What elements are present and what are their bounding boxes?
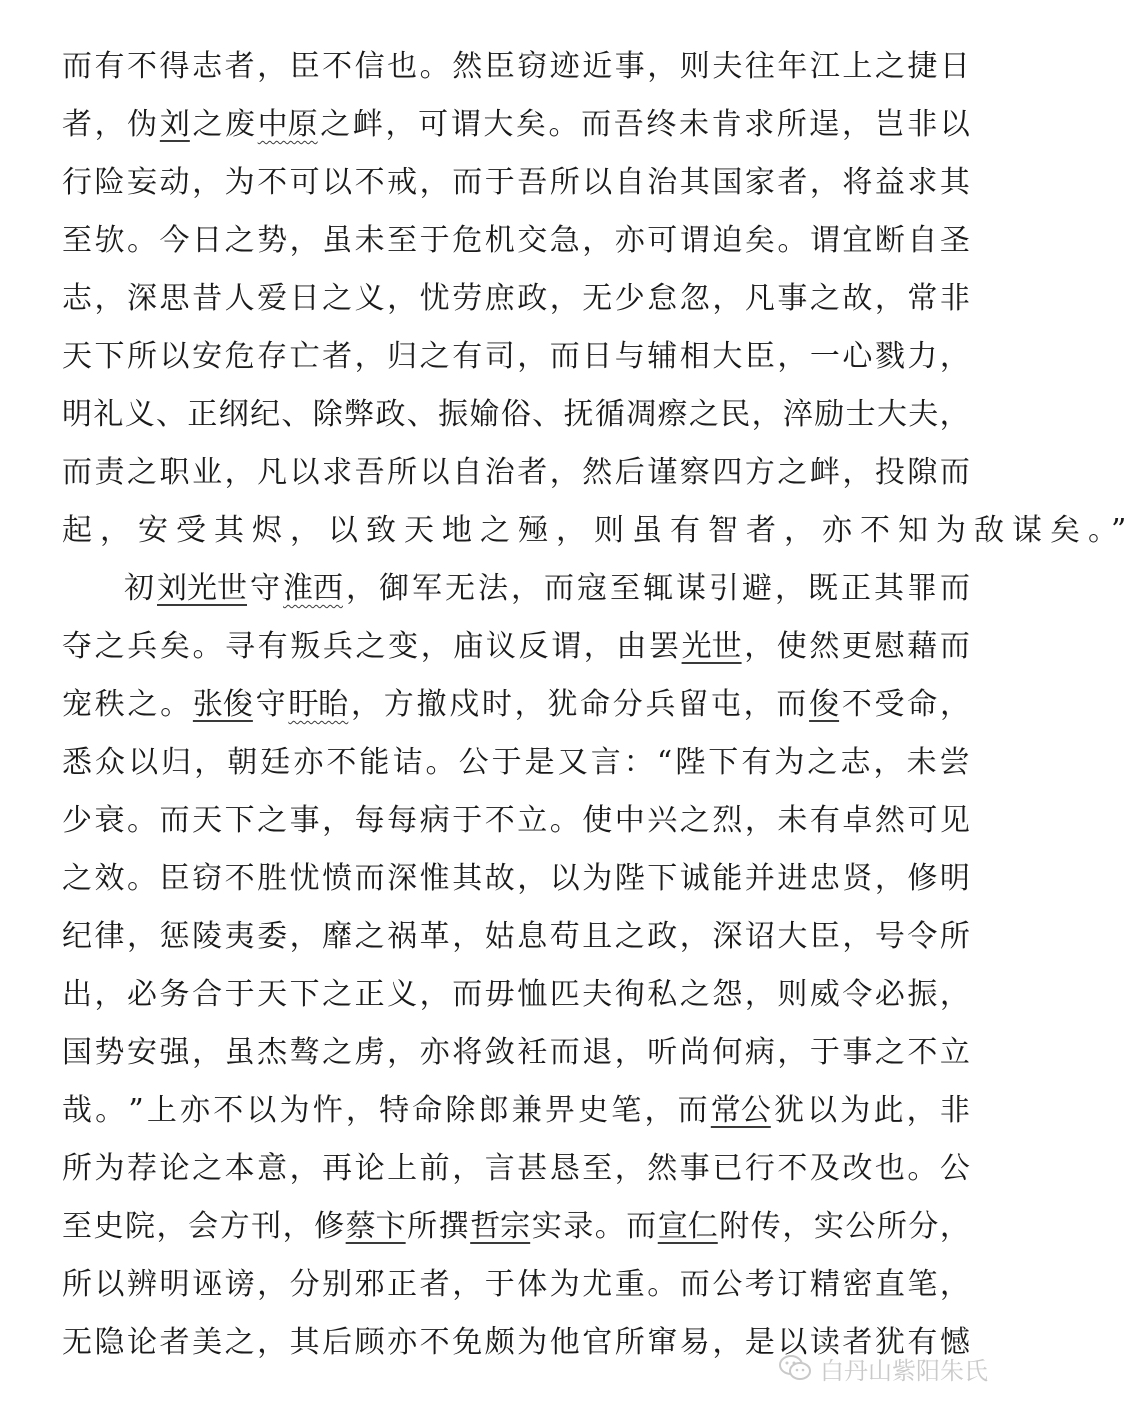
text-line: 所 为 荐 论 之 本 意 ， 再 论 上 前 ， 言 甚 恳 至 ， 然 事 已 行 不 及 改 也 。 公 (62, 1151, 970, 1186)
text-line: 国 势 安 强 ， 虽 杰 骜 之 虏 ， 亦 将 敛 衽 而 退 ， 听 尚 何 病 ， 于 事 之 不 立 (62, 1035, 970, 1070)
text-line: 悉 众 以 归 ， 朝 廷 亦 不 能 诘 。 公 于 是 又 言 ： “ 陛 下 有 为 之 志 ， 未 尝 (62, 745, 970, 780)
watermark (778, 1350, 988, 1386)
text-line: 出 ， 必 务 合 于 天 下 之 正 义 ， 而 毋 恤 匹 夫 徇 私 之 怨 ， 则 威 令 必 振 ， (62, 977, 970, 1012)
text-line: 天 下 所 以 安 危 存 亡 者 ， 归 之 有 司 ， 而 日 与 辅 相 大 臣 ， 一 心 戮 力 ， (62, 339, 970, 374)
place-name: 中原 (257, 107, 318, 142)
person-name: 宣仁 (657, 1209, 718, 1244)
text-line: 至 史 院 ， 会 方 刊 ， 修 蔡卞 所 撰 哲宗 实 录 。 而 宣仁 附 传 ， 实 公 所 分 ， (62, 1198, 970, 1256)
text-line: 初 刘光世 守 淮西 ， 御 军 无 法 ， 而 寇 至 辄 谋 引 避 ， 既 正 其 罪 而 (62, 560, 970, 618)
person-name: 光世 (681, 629, 742, 664)
person-name: 张俊 (192, 687, 253, 722)
person-name: 常公 (710, 1093, 771, 1128)
watermark-text: 白丹山紫阳朱氏 (820, 1356, 988, 1385)
text-line: 哉 。 ” 上 亦 不 以 为 忤 ， 特 命 除 郎 兼 畀 史 笔 ， 而 常公 犹 以 为 此 ， 非 (62, 1082, 970, 1140)
person-name: 刘光世 (157, 571, 247, 606)
text-line: 至 欤 。 今 日 之 势 ， 虽 未 至 于 危 机 交 急 ， 亦 可 谓 迫 矣 。 谓 宜 断 自 圣 (62, 223, 970, 258)
text-line: 夺 之 兵 矣 。 寻 有 叛 兵 之 变 ， 庙 议 反 谓 ， 由 罢 光世 ， 使 然 更 慰 藉 而 (62, 618, 970, 676)
person-name: 蔡卞 (345, 1209, 406, 1244)
text-line: 者 ， 伪 刘 之 废 中原 之 衅 ， 可 谓 大 矣 。 而 吾 终 未 肯 求 所 逞 ， 岂 非 以 (62, 96, 970, 154)
person-name: 哲宗 (470, 1209, 531, 1244)
text-line: 行 险 妄 动 ， 为 不 可 以 不 戒 ， 而 于 吾 所 以 自 治 其 国 家 者 ， 将 益 求 其 (62, 165, 970, 200)
text-line: 宠 秩 之 。 张俊 守 盱眙 ， 方 撤 戍 时 ， 犹 命 分 兵 留 屯 ， 而 俊 不 受 命 ， (62, 676, 970, 734)
place-name: 淮西 (283, 571, 343, 606)
text-line: 所 以 辨 明 诬 谤 ， 分 别 邪 正 者 ， 于 体 为 尤 重 。 而 公 考 订 精 密 直 笔 ， (62, 1267, 970, 1302)
text-run: 起，安受其烬，以致天地之殛，则虽有智者，亦不知为敌谋矣。” (62, 513, 1134, 548)
wechat-icon (778, 1353, 812, 1383)
text-line (62, 502, 1134, 560)
text-line: 少 衰 。 而 天 下 之 事 ， 每 每 病 于 不 立 。 使 中 兴 之 烈 ， 未 有 卓 然 可 见 (62, 803, 970, 838)
text-line: 无 隐 论 者 美 之 ， 其 后 顾 亦 不 免 颇 为 他 官 所 窜 易 ， 是 以 读 者 犹 有 憾 (62, 1325, 970, 1360)
text-line: 之 效 。 臣 窃 不 胜 忧 愤 而 深 惟 其 故 ， 以 为 陛 下 诚 能 并 进 忠 贤 ， 修 明 (62, 861, 970, 896)
text-line: 而 责 之 职 业 ， 凡 以 求 吾 所 以 自 治 者 ， 然 后 谨 察 四 方 之 衅 ， 投 隙 而 (62, 455, 970, 490)
person-name: 刘 (159, 107, 190, 142)
text-line: 而 有 不 得 志 者 ， 臣 不 信 也 。 然 臣 窃 迹 近 事 ， 则 夫 往 年 江 上 之 捷 日 (62, 49, 970, 84)
text-line: 纪 律 ， 惩 陵 夷 委 ， 靡 之 祸 革 ， 姑 息 苟 且 之 政 ， 深 诏 大 臣 ， 号 令 所 (62, 919, 970, 954)
person-name: 俊 (809, 687, 840, 722)
place-name: 盱眙 (288, 687, 349, 722)
text-line: 明 礼 义 、 正 纲 纪 、 除 弊 政 、 振 媮 俗 、 抚 循 凋 瘵 之 民 ， 淬 励 士 大 夫 ， (62, 397, 970, 432)
text-line: 志 ， 深 思 昔 人 爱 日 之 义 ， 忧 劳 庶 政 ， 无 少 怠 忽 ， 凡 事 之 故 ， 常 非 (62, 281, 970, 316)
